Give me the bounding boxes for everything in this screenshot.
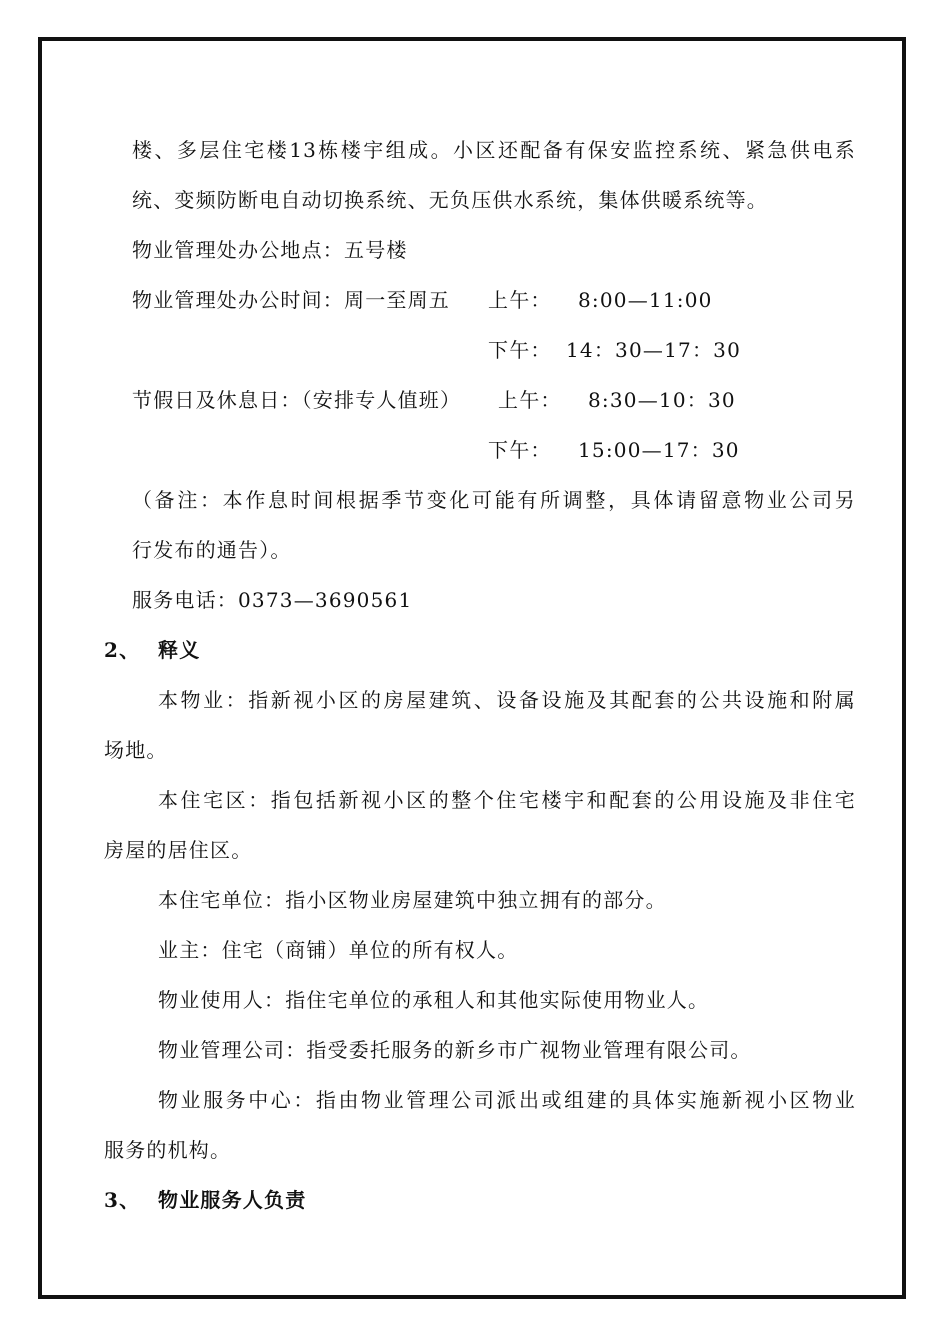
def-owner: 业主：住宅（商铺）单位的所有权人。 [158,938,519,962]
note-line-1: （备注：本作息时间根据季节变化可能有所调整，具体请留意物业公司另 [132,488,856,512]
def-service-center-line-1: 物业服务中心：指由物业管理公司派出或组建的具体实施新视小区物业 [158,1088,856,1112]
office-am-time: 8:00—11:00 [578,288,713,312]
def-property-line-1: 本物业：指新视小区的房屋建筑、设备设施及其配套的公共设施和附属 [158,688,856,712]
holiday-am-label: 上午： [498,388,562,412]
office-location: 物业管理处办公地点：五号楼 [132,238,408,262]
office-pm-label: 下午： [488,338,552,362]
note-line-2: 行发布的通告）。 [132,538,292,562]
def-management-company: 物业管理公司：指受委托服务的新乡市广视物业管理有限公司。 [158,1038,752,1062]
holiday-pm-time: 15:00—17：30 [578,438,740,462]
holiday-label: 节假日及休息日：（安排专人值班） [132,388,462,412]
section-3-title: 物业服务人负责 [158,1188,307,1212]
section-2-title: 释义 [158,638,201,662]
def-residential-area-line-1: 本住宅区：指包括新视小区的整个住宅楼宇和配套的公用设施及非住宅 [158,788,856,812]
holiday-am-time: 8:30—10：30 [588,388,736,412]
section-3-number: 3、 [104,1188,141,1212]
office-pm-time: 14：30—17：30 [566,338,741,362]
holiday-pm-label: 下午： [488,438,552,462]
service-phone: 服务电话：0373—3690561 [132,588,413,612]
def-service-center-line-2: 服务的机构。 [104,1138,232,1162]
def-residential-unit: 本住宅单位：指小区物业房屋建筑中独立拥有的部分。 [158,888,667,912]
intro-line-2: 统、变频防断电自动切换系统、无负压供水系统，集体供暖系统等。 [132,188,768,212]
intro-line-1: 楼、多层住宅楼13栋楼宇组成。小区还配备有保安监控系统、紧急供电系 [132,138,856,162]
def-property-line-2: 场地。 [104,738,168,762]
office-hours-label: 物业管理处办公时间：周一至周五 [132,288,450,312]
office-am-label: 上午： [488,288,552,312]
section-2-number: 2、 [104,638,141,662]
def-user: 物业使用人：指住宅单位的承租人和其他实际使用物业人。 [158,988,710,1012]
def-residential-area-line-2: 房屋的居住区。 [104,838,253,862]
